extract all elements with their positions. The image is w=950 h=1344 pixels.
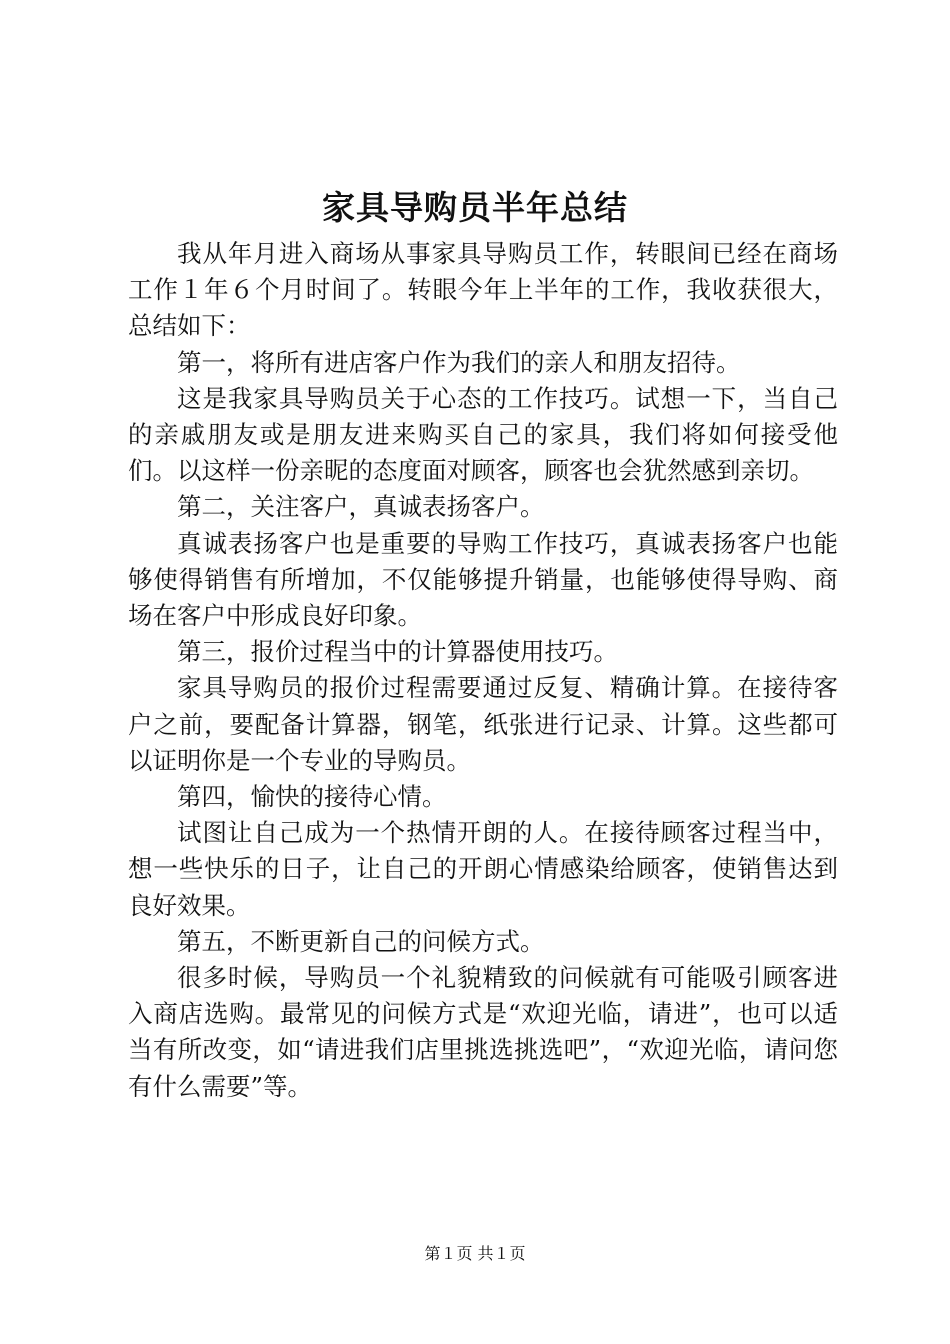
paragraph-point-1-heading: 第一，将所有进店客户作为我们的亲人和朋友招待。 xyxy=(177,347,741,377)
paragraph-point-1-body: 这是我家具导购员关于心态的工作技巧。试想一下，当自己的亲戚朋友或是朋友进来购买自己的家具，我们将如何接受他们。以这样一份亲昵的态度面对顾客，顾客也会犹然感到亲切。 xyxy=(128,383,838,486)
paragraph-point-4-body: 试图让自己成为一个热情开朗的人。在接待顾客过程当中，想一些快乐的日子，让自己的开朗心情感染给顾客，使销售达到良好效果。 xyxy=(128,818,838,920)
paragraph-point-2-heading: 第二，关注客户，真诚表扬客户。 xyxy=(177,492,545,522)
paragraph-point-3-heading: 第三，报价过程当中的计算器使用技巧。 xyxy=(177,637,618,667)
document-body xyxy=(128,236,838,1105)
paragraph-point-3-body: 家具导购员的报价过程需要通过反复、精确计算。在接待客户之前，要配备计算器，钢笔，纸张进行记录、计算。这些都可以证明你是一个专业的导购员。 xyxy=(128,673,838,775)
paragraph-intro: 我从年月进入商场从事家具导购员工作，转眼间已经在商场工作１年６个月时间了。转眼今年上半年的工作，我收获很大，总结如下： xyxy=(128,239,838,341)
document-title: 家具导购员半年总结 xyxy=(322,188,628,227)
page-footer: 第１页 共１页 xyxy=(424,1244,526,1263)
paragraph-point-4-heading: 第四，愉快的接待心情。 xyxy=(177,782,447,812)
paragraph-point-2-body: 真诚表扬客户也是重要的导购工作技巧，真诚表扬客户也能够使得销售有所增加，不仅能够提升销量，也能够使得导购、商场在客户中形成良好印象。 xyxy=(128,528,838,631)
paragraph-point-5-body: 很多时候，导购员一个礼貌精致的问候就有可能吸引顾客进入商店选购。最常见的问候方式是“欢迎光临，请进”，也可以适当有所改变，如“请进我们店里挑选挑选吧”，“欢迎光临，请问您有什么需要”等。 xyxy=(128,963,838,1101)
paragraph-point-5-heading: 第五，不断更新自己的问候方式。 xyxy=(177,926,545,956)
